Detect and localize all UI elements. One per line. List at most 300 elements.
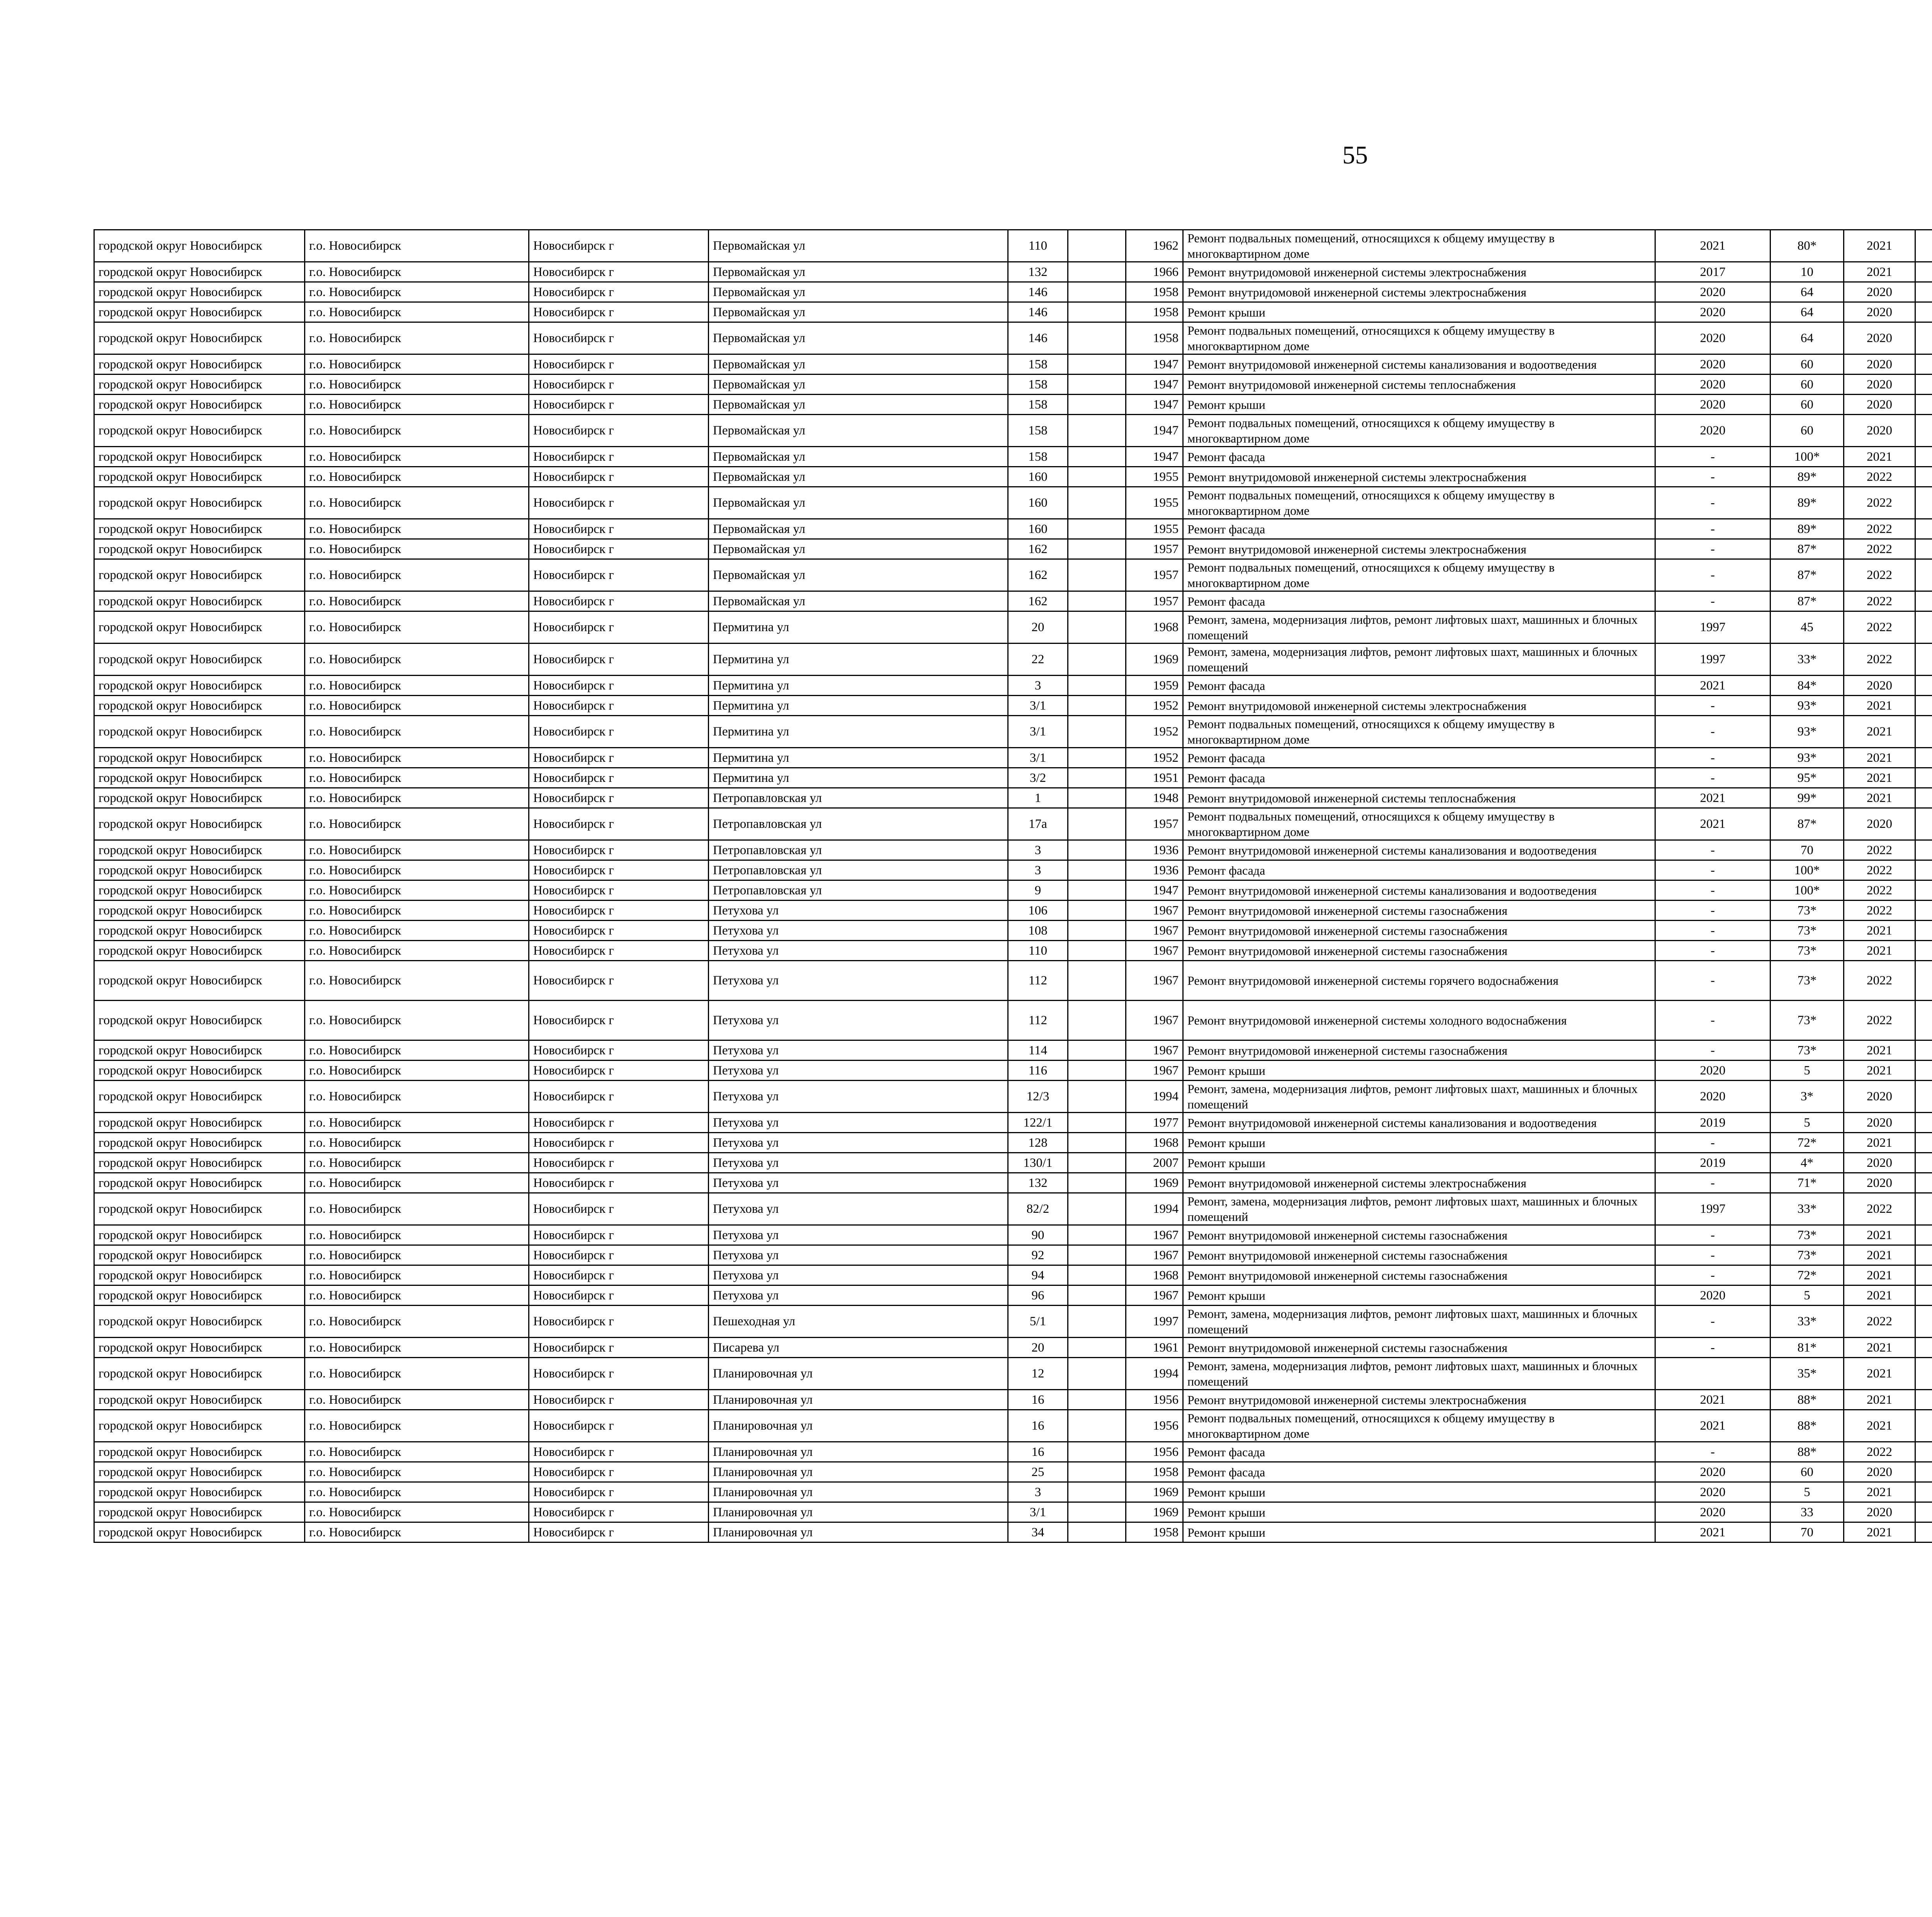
table-row: [94, 676, 1932, 696]
street-cell: Планировочная ул: [709, 1522, 1008, 1542]
district-cell: г.о. Новосибирск: [305, 1173, 529, 1193]
district-cell: г.о. Новосибирск: [305, 230, 529, 262]
wear-percent-cell: 33*: [1770, 644, 1844, 676]
work-type-cell: Ремонт крыши: [1183, 395, 1655, 415]
municipality-cell: городской округ Новосибирск: [94, 1001, 305, 1040]
plan-end-year-cell: [1915, 1193, 1932, 1225]
district-cell: г.о. Новосибирск: [305, 808, 529, 840]
plan-end-year-cell: [1915, 1390, 1932, 1410]
street-cell: Пешеходная ул: [709, 1306, 1008, 1338]
plan-end-year-cell: [1915, 302, 1932, 322]
plan-end-year-cell: [1915, 591, 1932, 611]
year-built-cell: 1967: [1126, 941, 1183, 961]
empty-cell: [1068, 1133, 1126, 1153]
wear-percent-cell: 88*: [1770, 1410, 1844, 1442]
district-cell: г.о. Новосибирск: [305, 696, 529, 716]
work-type-cell: Ремонт внутридомовой инженерной системы теплоснабжения: [1183, 375, 1655, 395]
empty-cell: [1068, 322, 1126, 354]
plan-end-year-cell: [1915, 1442, 1932, 1462]
year-built-cell: 1956: [1126, 1442, 1183, 1462]
last-repair-year-cell: -: [1655, 1001, 1770, 1040]
district-cell: г.о. Новосибирск: [305, 415, 529, 447]
work-type-cell: Ремонт фасада: [1183, 447, 1655, 467]
last-repair-year-cell: 2021: [1655, 230, 1770, 262]
plan-end-year-cell: [1915, 1410, 1932, 1442]
plan-start-year-cell: 2020: [1844, 1502, 1915, 1522]
wear-percent-cell: 89*: [1770, 519, 1844, 539]
year-built-cell: 1961: [1126, 1338, 1183, 1358]
house-number-cell: 158: [1008, 375, 1068, 395]
plan-end-year-cell: [1915, 1338, 1932, 1358]
plan-end-year-cell: [1915, 716, 1932, 748]
locality-cell: Новосибирск г: [529, 322, 709, 354]
plan-end-year-cell: [1915, 1081, 1932, 1113]
last-repair-year-cell: -: [1655, 1040, 1770, 1061]
year-built-cell: 1994: [1126, 1081, 1183, 1113]
house-number-cell: 22: [1008, 644, 1068, 676]
district-cell: г.о. Новосибирск: [305, 921, 529, 941]
last-repair-year-cell: -: [1655, 591, 1770, 611]
district-cell: г.о. Новосибирск: [305, 487, 529, 519]
municipality-cell: городской округ Новосибирск: [94, 282, 305, 302]
house-number-cell: 3/1: [1008, 1502, 1068, 1522]
house-number-cell: 3: [1008, 676, 1068, 696]
table-row: [94, 880, 1932, 901]
work-type-cell: Ремонт внутридомовой инженерной системы холодного водоснабжения: [1183, 1001, 1655, 1040]
year-built-cell: 1967: [1126, 1040, 1183, 1061]
year-built-cell: 1994: [1126, 1193, 1183, 1225]
work-type-cell: Ремонт фасада: [1183, 519, 1655, 539]
plan-end-year-cell: [1915, 1462, 1932, 1482]
plan-start-year-cell: 2022: [1844, 611, 1915, 644]
plan-end-year-cell: [1915, 941, 1932, 961]
locality-cell: Новосибирск г: [529, 262, 709, 282]
street-cell: Петропавловская ул: [709, 860, 1008, 880]
wear-percent-cell: 70: [1770, 840, 1844, 860]
street-cell: Первомайская ул: [709, 282, 1008, 302]
empty-cell: [1068, 1522, 1126, 1542]
house-number-cell: 17а: [1008, 808, 1068, 840]
municipality-cell: городской округ Новосибирск: [94, 1410, 305, 1442]
municipality-cell: городской округ Новосибирск: [94, 519, 305, 539]
wear-percent-cell: 10: [1770, 262, 1844, 282]
year-built-cell: 1967: [1126, 901, 1183, 921]
work-type-cell: Ремонт внутридомовой инженерной системы электроснабжения: [1183, 262, 1655, 282]
wear-percent-cell: 72*: [1770, 1133, 1844, 1153]
last-repair-year-cell: 2021: [1655, 1390, 1770, 1410]
empty-cell: [1068, 1410, 1126, 1442]
empty-cell: [1068, 1061, 1126, 1081]
district-cell: г.о. Новосибирск: [305, 1358, 529, 1390]
table-row: [94, 961, 1932, 1001]
locality-cell: Новосибирск г: [529, 716, 709, 748]
last-repair-year-cell: -: [1655, 901, 1770, 921]
street-cell: Первомайская ул: [709, 591, 1008, 611]
district-cell: г.о. Новосибирск: [305, 395, 529, 415]
year-built-cell: 1956: [1126, 1390, 1183, 1410]
street-cell: Планировочная ул: [709, 1442, 1008, 1462]
locality-cell: Новосибирск г: [529, 1358, 709, 1390]
locality-cell: Новосибирск г: [529, 282, 709, 302]
house-number-cell: 132: [1008, 262, 1068, 282]
wear-percent-cell: 93*: [1770, 716, 1844, 748]
wear-percent-cell: 71*: [1770, 1173, 1844, 1193]
district-cell: г.о. Новосибирск: [305, 1522, 529, 1542]
district-cell: г.о. Новосибирск: [305, 941, 529, 961]
locality-cell: Новосибирск г: [529, 1040, 709, 1061]
street-cell: Планировочная ул: [709, 1462, 1008, 1482]
year-built-cell: 1947: [1126, 375, 1183, 395]
empty-cell: [1068, 1390, 1126, 1410]
work-type-cell: Ремонт подвальных помещений, относящихся к общему имуществу в многоквартирном доме: [1183, 415, 1655, 447]
house-number-cell: 132: [1008, 1173, 1068, 1193]
last-repair-year-cell: -: [1655, 1133, 1770, 1153]
street-cell: Пермитина ул: [709, 644, 1008, 676]
plan-start-year-cell: 2020: [1844, 1081, 1915, 1113]
plan-start-year-cell: 2021: [1844, 716, 1915, 748]
plan-start-year-cell: 2021: [1844, 447, 1915, 467]
wear-percent-cell: 73*: [1770, 1001, 1844, 1040]
house-number-cell: 112: [1008, 1001, 1068, 1040]
house-number-cell: 158: [1008, 395, 1068, 415]
wear-percent-cell: 5: [1770, 1285, 1844, 1306]
locality-cell: Новосибирск г: [529, 395, 709, 415]
municipality-cell: городской округ Новосибирск: [94, 1040, 305, 1061]
repair-register-table: [94, 229, 1932, 1543]
district-cell: г.о. Новосибирск: [305, 447, 529, 467]
wear-percent-cell: 81*: [1770, 1338, 1844, 1358]
table-row: [94, 748, 1932, 768]
municipality-cell: городской округ Новосибирск: [94, 860, 305, 880]
year-built-cell: 1936: [1126, 840, 1183, 860]
empty-cell: [1068, 611, 1126, 644]
district-cell: г.о. Новосибирск: [305, 644, 529, 676]
plan-start-year-cell: 2022: [1844, 1306, 1915, 1338]
work-type-cell: Ремонт фасада: [1183, 860, 1655, 880]
house-number-cell: 9: [1008, 880, 1068, 901]
last-repair-year-cell: 2020: [1655, 1285, 1770, 1306]
house-number-cell: 158: [1008, 415, 1068, 447]
last-repair-year-cell: -: [1655, 539, 1770, 559]
year-built-cell: 1956: [1126, 1410, 1183, 1442]
street-cell: Петропавловская ул: [709, 788, 1008, 808]
work-type-cell: Ремонт внутридомовой инженерной системы газоснабжения: [1183, 1040, 1655, 1061]
last-repair-year-cell: -: [1655, 941, 1770, 961]
empty-cell: [1068, 748, 1126, 768]
wear-percent-cell: 100*: [1770, 880, 1844, 901]
table-row: [94, 1358, 1932, 1390]
locality-cell: Новосибирск г: [529, 840, 709, 860]
empty-cell: [1068, 1245, 1126, 1265]
wear-percent-cell: 60: [1770, 395, 1844, 415]
empty-cell: [1068, 1482, 1126, 1502]
year-built-cell: 1936: [1126, 860, 1183, 880]
wear-percent-cell: 60: [1770, 1462, 1844, 1482]
year-built-cell: 1997: [1126, 1306, 1183, 1338]
locality-cell: Новосибирск г: [529, 1001, 709, 1040]
plan-end-year-cell: [1915, 375, 1932, 395]
street-cell: Петухова ул: [709, 1113, 1008, 1133]
street-cell: Первомайская ул: [709, 447, 1008, 467]
table-row: [94, 1081, 1932, 1113]
plan-start-year-cell: 2020: [1844, 354, 1915, 375]
empty-cell: [1068, 467, 1126, 487]
work-type-cell: Ремонт подвальных помещений, относящихся к общему имуществу в многоквартирном доме: [1183, 716, 1655, 748]
plan-start-year-cell: 2021: [1844, 1245, 1915, 1265]
plan-end-year-cell: [1915, 519, 1932, 539]
wear-percent-cell: 5: [1770, 1061, 1844, 1081]
district-cell: г.о. Новосибирск: [305, 539, 529, 559]
last-repair-year-cell: 2020: [1655, 354, 1770, 375]
year-built-cell: 1967: [1126, 1061, 1183, 1081]
work-type-cell: Ремонт внутридомовой инженерной системы электроснабжения: [1183, 539, 1655, 559]
wear-percent-cell: 60: [1770, 354, 1844, 375]
municipality-cell: городской округ Новосибирск: [94, 1225, 305, 1245]
plan-start-year-cell: 2022: [1844, 840, 1915, 860]
work-type-cell: Ремонт внутридомовой инженерной системы газоснабжения: [1183, 921, 1655, 941]
plan-start-year-cell: 2021: [1844, 1225, 1915, 1245]
district-cell: г.о. Новосибирск: [305, 1390, 529, 1410]
wear-percent-cell: 33*: [1770, 1193, 1844, 1225]
locality-cell: Новосибирск г: [529, 1133, 709, 1153]
table-row: [94, 415, 1932, 447]
street-cell: Первомайская ул: [709, 519, 1008, 539]
plan-start-year-cell: 2020: [1844, 1173, 1915, 1193]
work-type-cell: Ремонт крыши: [1183, 1482, 1655, 1502]
municipality-cell: городской округ Новосибирск: [94, 1358, 305, 1390]
house-number-cell: 110: [1008, 941, 1068, 961]
table-row: [94, 1173, 1932, 1193]
house-number-cell: 3/2: [1008, 768, 1068, 788]
locality-cell: Новосибирск г: [529, 1462, 709, 1482]
work-type-cell: Ремонт внутридомовой инженерной системы электроснабжения: [1183, 696, 1655, 716]
last-repair-year-cell: -: [1655, 748, 1770, 768]
municipality-cell: городской округ Новосибирск: [94, 1306, 305, 1338]
empty-cell: [1068, 1442, 1126, 1462]
plan-end-year-cell: [1915, 1306, 1932, 1338]
table-row: [94, 1410, 1932, 1442]
wear-percent-cell: 64: [1770, 322, 1844, 354]
year-built-cell: 1966: [1126, 262, 1183, 282]
empty-cell: [1068, 676, 1126, 696]
page-number: 55: [1342, 141, 1368, 169]
locality-cell: Новосибирск г: [529, 1410, 709, 1442]
last-repair-year-cell: 2020: [1655, 1462, 1770, 1482]
locality-cell: Новосибирск г: [529, 611, 709, 644]
house-number-cell: 112: [1008, 961, 1068, 1001]
year-built-cell: 1969: [1126, 1482, 1183, 1502]
house-number-cell: 116: [1008, 1061, 1068, 1081]
table-row: [94, 230, 1932, 262]
last-repair-year-cell: -: [1655, 487, 1770, 519]
street-cell: Первомайская ул: [709, 375, 1008, 395]
locality-cell: Новосибирск г: [529, 1285, 709, 1306]
plan-start-year-cell: 2020: [1844, 395, 1915, 415]
year-built-cell: 1962: [1126, 230, 1183, 262]
year-built-cell: 1969: [1126, 1173, 1183, 1193]
house-number-cell: 1: [1008, 788, 1068, 808]
locality-cell: Новосибирск г: [529, 748, 709, 768]
house-number-cell: 162: [1008, 591, 1068, 611]
district-cell: г.о. Новосибирск: [305, 880, 529, 901]
district-cell: г.о. Новосибирск: [305, 302, 529, 322]
house-number-cell: 162: [1008, 559, 1068, 591]
table-row: [94, 840, 1932, 860]
work-type-cell: Ремонт крыши: [1183, 1133, 1655, 1153]
house-number-cell: 5/1: [1008, 1306, 1068, 1338]
empty-cell: [1068, 415, 1126, 447]
year-built-cell: 1967: [1126, 1001, 1183, 1040]
plan-end-year-cell: [1915, 788, 1932, 808]
plan-start-year-cell: 2021: [1844, 262, 1915, 282]
last-repair-year-cell: 2020: [1655, 1482, 1770, 1502]
year-built-cell: 1955: [1126, 467, 1183, 487]
municipality-cell: городской округ Новосибирск: [94, 591, 305, 611]
last-repair-year-cell: 2020: [1655, 1502, 1770, 1522]
plan-end-year-cell: [1915, 748, 1932, 768]
district-cell: г.о. Новосибирск: [305, 748, 529, 768]
last-repair-year-cell: 1997: [1655, 611, 1770, 644]
locality-cell: Новосибирск г: [529, 591, 709, 611]
municipality-cell: городской округ Новосибирск: [94, 539, 305, 559]
house-number-cell: 3/1: [1008, 748, 1068, 768]
table-row: [94, 1040, 1932, 1061]
plan-end-year-cell: [1915, 1245, 1932, 1265]
work-type-cell: Ремонт крыши: [1183, 302, 1655, 322]
plan-end-year-cell: [1915, 230, 1932, 262]
table-row: [94, 696, 1932, 716]
plan-end-year-cell: [1915, 921, 1932, 941]
plan-end-year-cell: [1915, 961, 1932, 1001]
municipality-cell: городской округ Новосибирск: [94, 961, 305, 1001]
table-row: [94, 941, 1932, 961]
wear-percent-cell: 35*: [1770, 1358, 1844, 1390]
plan-end-year-cell: [1915, 696, 1932, 716]
municipality-cell: городской округ Новосибирск: [94, 559, 305, 591]
last-repair-year-cell: 2021: [1655, 788, 1770, 808]
locality-cell: Новосибирск г: [529, 676, 709, 696]
street-cell: Пермитина ул: [709, 696, 1008, 716]
year-built-cell: 1952: [1126, 716, 1183, 748]
plan-end-year-cell: [1915, 1061, 1932, 1081]
municipality-cell: городской округ Новосибирск: [94, 322, 305, 354]
last-repair-year-cell: 2020: [1655, 1061, 1770, 1081]
plan-end-year-cell: [1915, 1133, 1932, 1153]
work-type-cell: Ремонт подвальных помещений, относящихся к общему имуществу в многоквартирном доме: [1183, 487, 1655, 519]
year-built-cell: 1957: [1126, 539, 1183, 559]
locality-cell: Новосибирск г: [529, 1338, 709, 1358]
street-cell: Планировочная ул: [709, 1410, 1008, 1442]
year-built-cell: 1967: [1126, 921, 1183, 941]
table-row: [94, 539, 1932, 559]
house-number-cell: 16: [1008, 1442, 1068, 1462]
municipality-cell: городской округ Новосибирск: [94, 1390, 305, 1410]
plan-end-year-cell: [1915, 1265, 1932, 1285]
street-cell: Первомайская ул: [709, 262, 1008, 282]
plan-end-year-cell: [1915, 1040, 1932, 1061]
district-cell: г.о. Новосибирск: [305, 716, 529, 748]
table-body: [94, 230, 1932, 1542]
street-cell: Петухова ул: [709, 1133, 1008, 1153]
empty-cell: [1068, 1173, 1126, 1193]
year-built-cell: 1968: [1126, 611, 1183, 644]
work-type-cell: Ремонт внутридомовой инженерной системы газоснабжения: [1183, 901, 1655, 921]
street-cell: Петухова ул: [709, 901, 1008, 921]
locality-cell: Новосибирск г: [529, 1245, 709, 1265]
plan-end-year-cell: [1915, 1001, 1932, 1040]
municipality-cell: городской округ Новосибирск: [94, 1522, 305, 1542]
year-built-cell: 1994: [1126, 1358, 1183, 1390]
plan-start-year-cell: 2021: [1844, 1338, 1915, 1358]
empty-cell: [1068, 302, 1126, 322]
last-repair-year-cell: 2020: [1655, 322, 1770, 354]
plan-start-year-cell: 2020: [1844, 415, 1915, 447]
plan-start-year-cell: 2021: [1844, 230, 1915, 262]
street-cell: Петропавловская ул: [709, 808, 1008, 840]
plan-end-year-cell: [1915, 768, 1932, 788]
street-cell: Первомайская ул: [709, 467, 1008, 487]
district-cell: г.о. Новосибирск: [305, 1306, 529, 1338]
street-cell: Петухова ул: [709, 1285, 1008, 1306]
table-row: [94, 1265, 1932, 1285]
year-built-cell: 2007: [1126, 1153, 1183, 1173]
table-row: [94, 788, 1932, 808]
street-cell: Планировочная ул: [709, 1502, 1008, 1522]
street-cell: Планировочная ул: [709, 1390, 1008, 1410]
work-type-cell: Ремонт фасада: [1183, 1442, 1655, 1462]
table-row: [94, 1001, 1932, 1040]
empty-cell: [1068, 539, 1126, 559]
locality-cell: Новосибирск г: [529, 487, 709, 519]
house-number-cell: 3: [1008, 1482, 1068, 1502]
table-row: [94, 1193, 1932, 1225]
street-cell: Петухова ул: [709, 1040, 1008, 1061]
district-cell: г.о. Новосибирск: [305, 519, 529, 539]
street-cell: Писарева ул: [709, 1338, 1008, 1358]
wear-percent-cell: 87*: [1770, 591, 1844, 611]
work-type-cell: Ремонт подвальных помещений, относящихся к общему имуществу в многоквартирном доме: [1183, 808, 1655, 840]
municipality-cell: городской округ Новосибирск: [94, 1133, 305, 1153]
work-type-cell: Ремонт фасада: [1183, 591, 1655, 611]
wear-percent-cell: 95*: [1770, 768, 1844, 788]
house-number-cell: 128: [1008, 1133, 1068, 1153]
street-cell: Первомайская ул: [709, 395, 1008, 415]
plan-start-year-cell: 2021: [1844, 1285, 1915, 1306]
empty-cell: [1068, 447, 1126, 467]
work-type-cell: Ремонт внутридомовой инженерной системы канализования и водоотведения: [1183, 354, 1655, 375]
street-cell: Петропавловская ул: [709, 840, 1008, 860]
last-repair-year-cell: -: [1655, 1442, 1770, 1462]
last-repair-year-cell: 2017: [1655, 262, 1770, 282]
last-repair-year-cell: -: [1655, 768, 1770, 788]
table-row: [94, 1306, 1932, 1338]
plan-start-year-cell: 2021: [1844, 788, 1915, 808]
last-repair-year-cell: -: [1655, 921, 1770, 941]
municipality-cell: городской округ Новосибирск: [94, 1482, 305, 1502]
locality-cell: Новосибирск г: [529, 539, 709, 559]
wear-percent-cell: 87*: [1770, 559, 1844, 591]
municipality-cell: городской округ Новосибирск: [94, 467, 305, 487]
last-repair-year-cell: 1997: [1655, 644, 1770, 676]
empty-cell: [1068, 1225, 1126, 1245]
year-built-cell: 1967: [1126, 1245, 1183, 1265]
municipality-cell: городской округ Новосибирск: [94, 395, 305, 415]
house-number-cell: 146: [1008, 322, 1068, 354]
last-repair-year-cell: -: [1655, 961, 1770, 1001]
house-number-cell: 16: [1008, 1390, 1068, 1410]
work-type-cell: Ремонт крыши: [1183, 1285, 1655, 1306]
empty-cell: [1068, 1040, 1126, 1061]
